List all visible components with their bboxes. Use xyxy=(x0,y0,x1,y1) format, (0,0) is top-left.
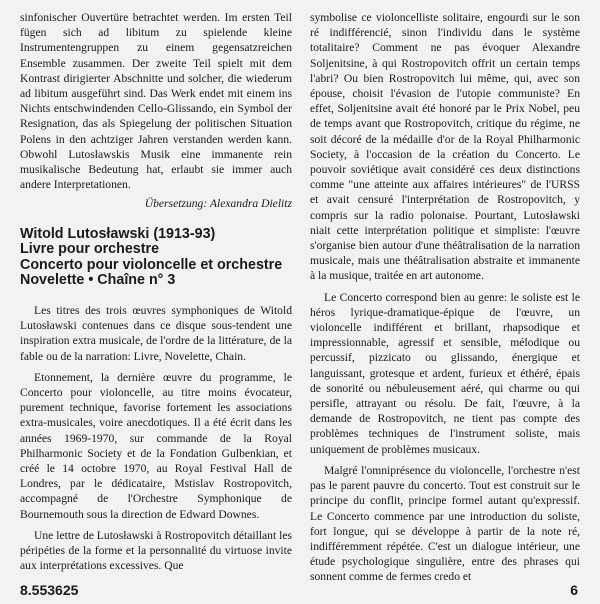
heading-work-1: Livre pour orchestre xyxy=(20,241,160,258)
body-paragraph: Les titres des trois œuvres symphoniques de Witold Lutosławski contenues dans ce disque sous-tendent une inspiration extra musicale, de l'ordre de la littérature, de la fable ou de la narration: Livre, Novelette, Chain. xyxy=(20,304,292,363)
body-paragraph: symbolise ce violoncelliste solitaire, engourdi sur le son ré indifférencié, sinon l'individu dans le système totalitaire? Comment ne pas évoquer Alexandre Soljenitsine, à qui Rostropovitch offrit un certain temps l'abri? Ou bien Rostropovitch lui même, qui, avec son épouse, choisit l'évasion de l'utopie communiste? En effet, Soljenitsine avait été honoré par le Prix Nobel, peu de temps avant que Rostropovitch, critique du régime, ne soit décoré de la médaille d'or de la Royal Philharmonic Society, à l'occasion de la création du Concerto. Le pouvoir soviétique avait considéré ces deux distinctions comme "une atteinte aux affaires intérieures" de l'URSS et avait censuré l'interprétation de Rostropovitch, y compris sur la radio polonaise. Pourtant, Lutosławski niait cette interprétation politique et simpliste: l'œuvre s'organise bien autour d'une théâtralisation de la narration musicale, mais une théâtralisation abstraite et immanente à la musique, traitée en art autonome. xyxy=(310,11,580,283)
body-paragraph: Le Concerto correspond bien au genre: le soliste est le héros lyrique-dramatique-épique de l'œuvre, un violoncelle indifférent et brillant, rhapsodique et impressionnable, agressif et sensible, mélodique ou percussif, pizzicato ou glissando, énergique et languissant, grotesque et ardent, furieux et éthéré, épais de sonorité ou nébuleusement aéré, qui charme ou qui persifle, attrayant ou résolu. De fait, l'œuvre, à la demande de Rostropovitch, ne tient pas compte des problèmes techniques de l'instrument soliste, mais uniquement de problèmes musicaux. xyxy=(310,290,580,456)
catalog-number: 8.553625 xyxy=(20,582,79,598)
translator-credit: Übersetzung: Alexandra Dielitz xyxy=(144,197,292,211)
page-number: 6 xyxy=(570,582,578,598)
left-column xyxy=(20,10,292,573)
section-heading xyxy=(20,227,292,289)
body-paragraph: Etonnement, la dernière œuvre du programme, le Concerto pour violoncelle, au titre moins évocateur, purement technique, favorise fortement les associations extra-musicales, voire anecdotiques. Il a été écrit dans les années 1969-1970, sur commande de la Royal Philharmonic Society et de la Fondation Gulbenkian, et créé le 14 octobre 1970, au Royal Festival Hall de Londres, par le dédicataire, Mstislav Rostropovitch, accompagné de l'Orchestre Symphonique de Bournemouth sous la direction de Edward Downes. xyxy=(20,370,292,521)
heading-composer: Witold Lutosławski (1913-93) xyxy=(20,225,216,242)
body-paragraph: Une lettre de Lutosławski à Rostropovitch détaillant les péripéties de la forme et la personnalité du virtuose invite aux interprétations excessives. Que xyxy=(20,528,292,573)
body-paragraph: Malgré l'omniprésence du violoncelle, l'orchestre n'est pas le parent pauvre du concerto. Tout est construit sur le principe du conflit, principe formel autant qu'expressif. Le Concerto commence par une introduction du soliste, fort longue, qui se développe à partir de la note ré, indifféremment répétée. C'est un dialogue intérieur, une étude psychologique singulière, entre des phrases qui sonnent comme de fermes credo et xyxy=(310,463,580,584)
heading-work-3: Novelette • Chaîne n° 3 xyxy=(20,272,176,289)
german-paragraph: sinfonischer Ouvertüre betrachtet werden. Im ersten Teil fügen sich ad libitum zu spielende kleine Instrumentengruppen zu einem gegensatzreichen Ensemble zusammen. Der zweite Teil spielt mit dem Kontrast dirigierter Abschnitte und solcher, die wiederum ad libitum ausgeführt sind. Das Werk endet mit einem ins Nichts entschwindenden Cello-Glissando, ein Symbol der Resignation, das als Spiegelung der politischen Situation Polens in den achtziger Jahren verstanden werden kann. Obwohl Lutosławskis Musik eine immanente rein musikalische Bedeutung hat, erlaubt sie immer auch andere Interpretationen. xyxy=(20,11,292,192)
heading-work-2: Concerto pour violoncelle et orchestre xyxy=(20,256,283,273)
right-column xyxy=(310,10,580,585)
